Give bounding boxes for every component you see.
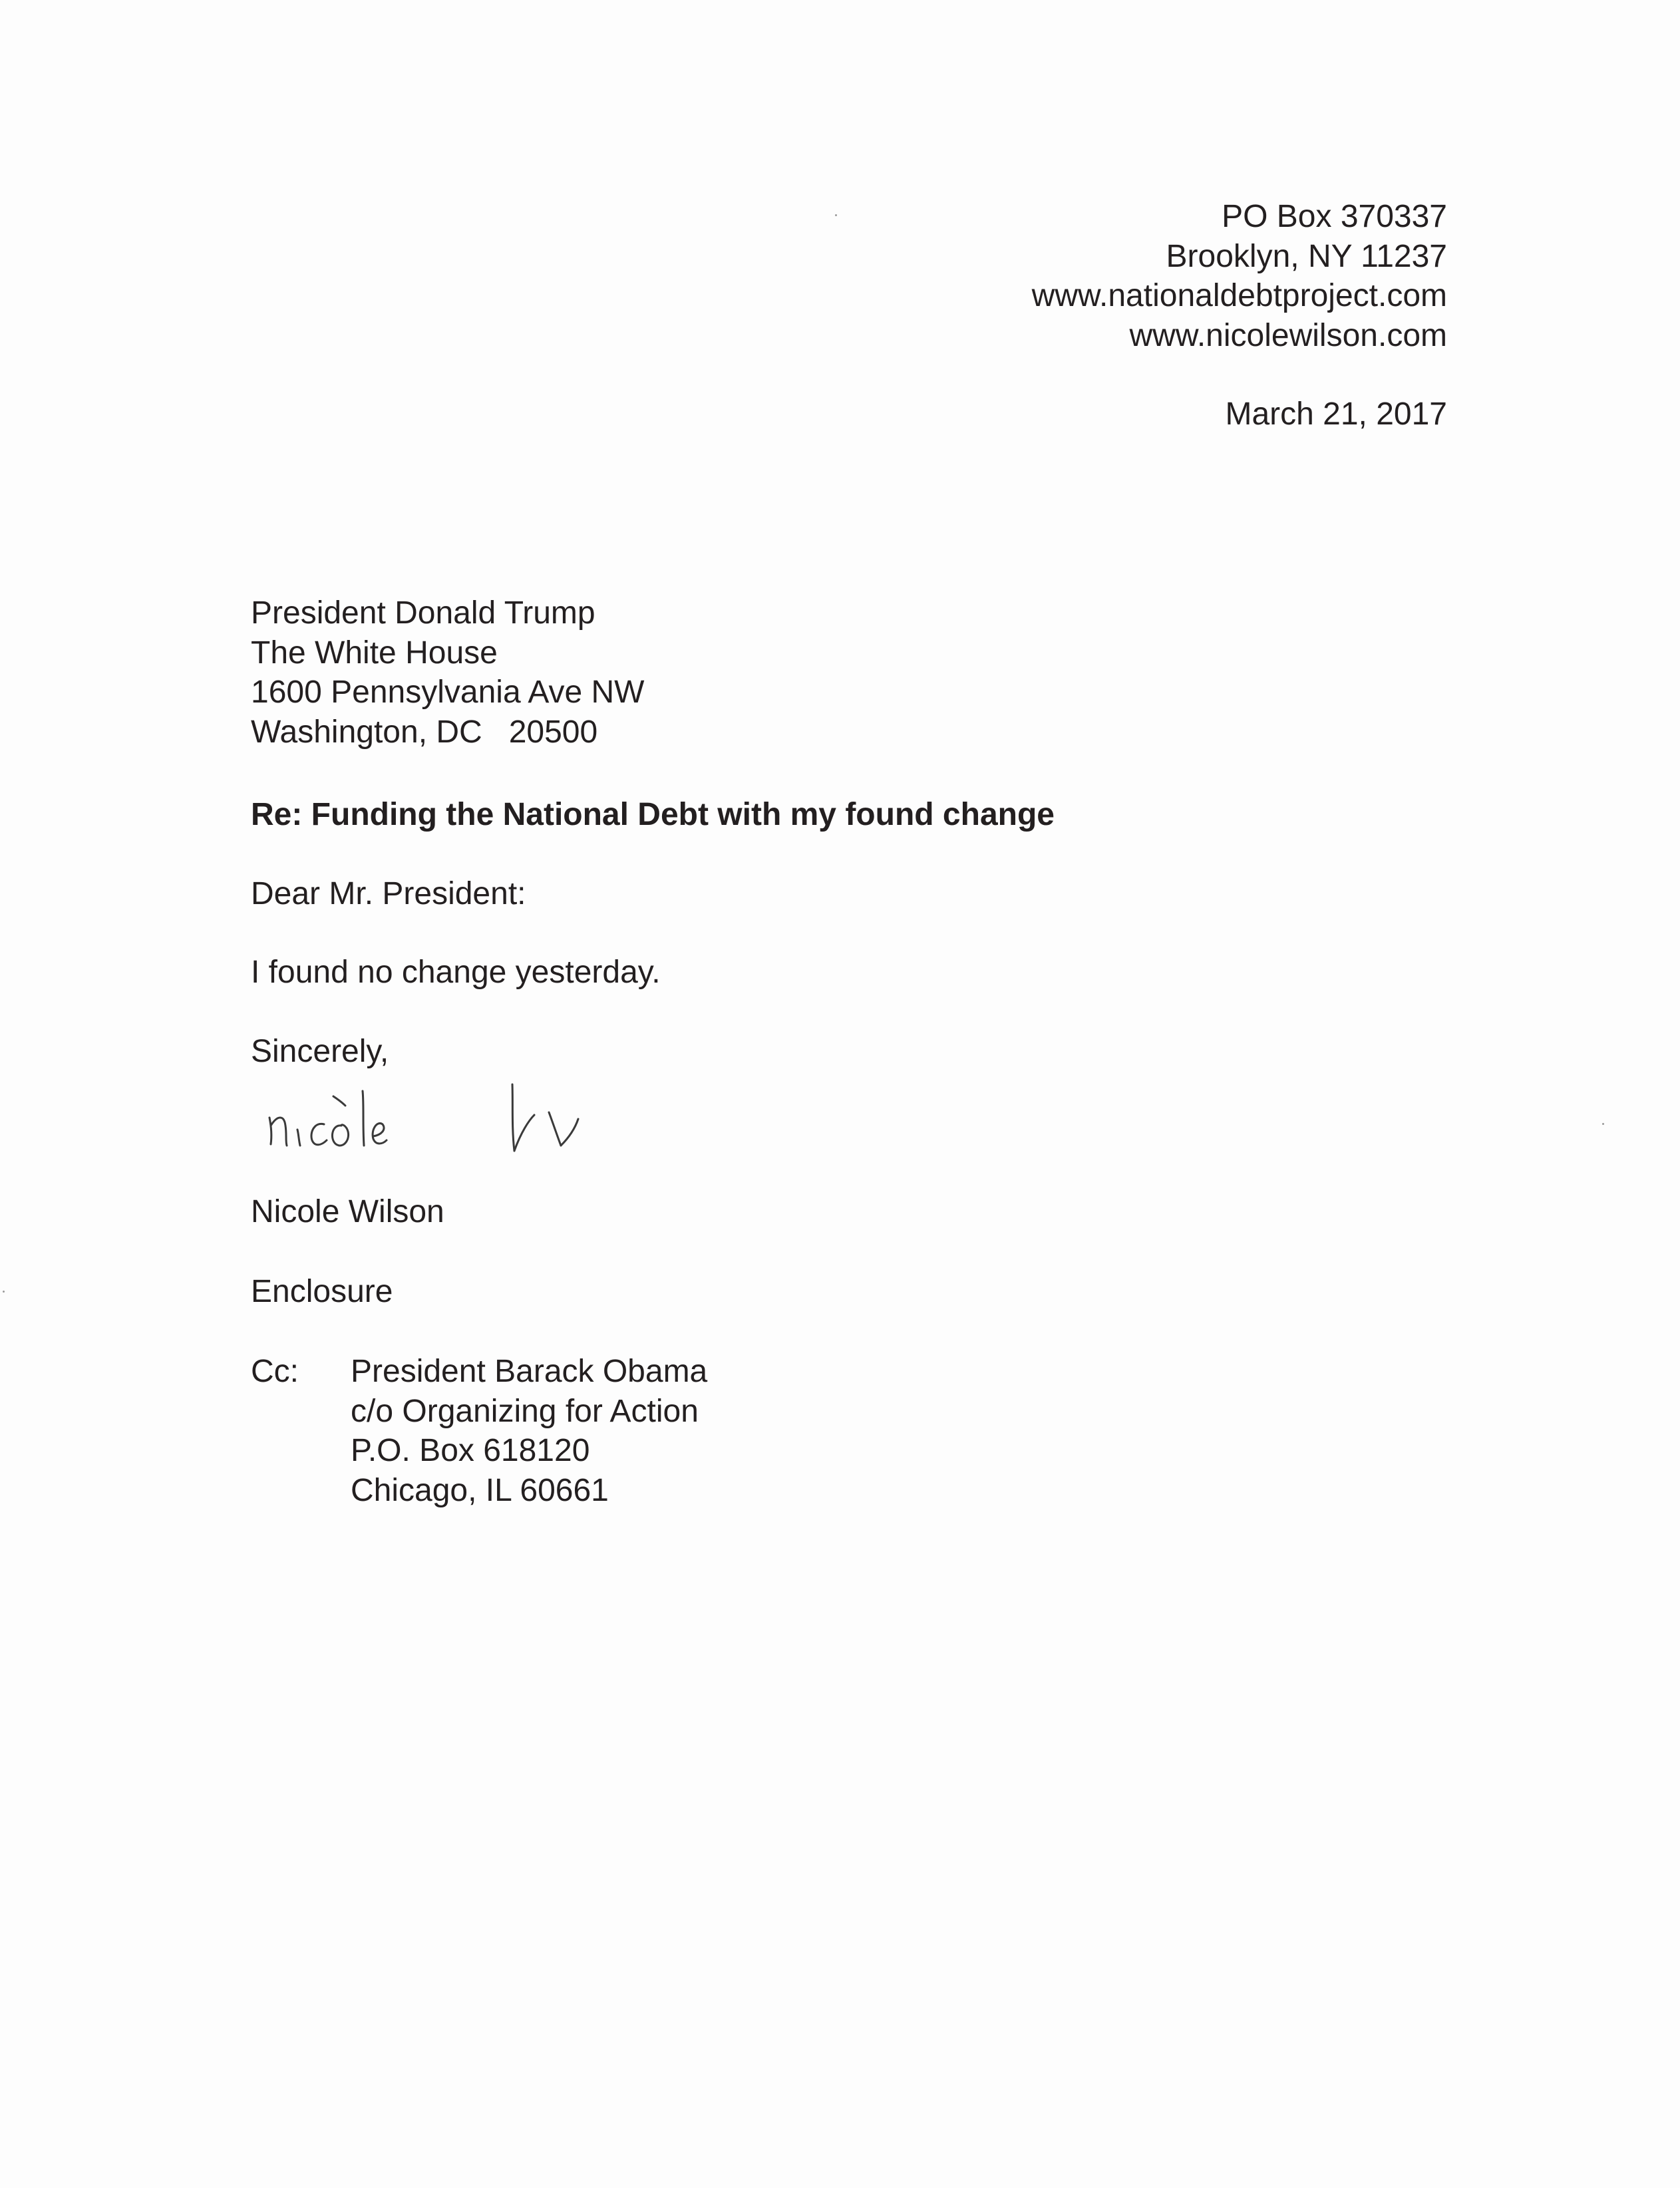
sender-address-line-2: Brooklyn, NY 11237 — [1166, 238, 1447, 274]
sender-website-2: www.nicolewilson.com — [1129, 317, 1447, 353]
cc-recipient — [351, 1352, 707, 1510]
cc-line-1: President Barack Obama — [351, 1354, 708, 1389]
signature-text: Nicole Wilson — [440, 1164, 445, 1165]
sender-address — [1032, 197, 1447, 355]
recipient-line-2: The White House — [251, 635, 498, 671]
paper-speck — [835, 214, 837, 216]
recipient-line-1: President Donald Trump — [251, 595, 595, 631]
cc-line-4: Chicago, IL 60661 — [351, 1472, 609, 1508]
letter-body: I found no change yesterday. — [251, 955, 661, 990]
subject-line: Re: Funding the National Debt with my found change — [251, 797, 1055, 832]
recipient-address — [251, 593, 644, 752]
sender-address-line-1: PO Box 370337 — [1222, 199, 1447, 234]
recipient-line-3: 1600 Pennsylvania Ave NW — [251, 675, 645, 710]
letter-date: March 21, 2017 — [1225, 396, 1447, 432]
cc-label: Cc: — [251, 1354, 299, 1389]
paper-speck — [3, 1291, 5, 1293]
cc-line-3: P.O. Box 618120 — [351, 1433, 590, 1468]
enclosure-note: Enclosure — [251, 1274, 393, 1309]
handwritten-signature — [256, 1051, 629, 1168]
signer-name: Nicole Wilson — [251, 1194, 444, 1229]
salutation: Dear Mr. President: — [251, 876, 526, 911]
recipient-line-4: Washington, DC 20500 — [251, 714, 598, 750]
sender-website-1: www.nationaldebtproject.com — [1031, 278, 1447, 313]
paper-speck — [1602, 1123, 1604, 1125]
cc-line-2: c/o Organizing for Action — [351, 1393, 699, 1429]
closing: Sincerely, — [251, 1034, 389, 1069]
